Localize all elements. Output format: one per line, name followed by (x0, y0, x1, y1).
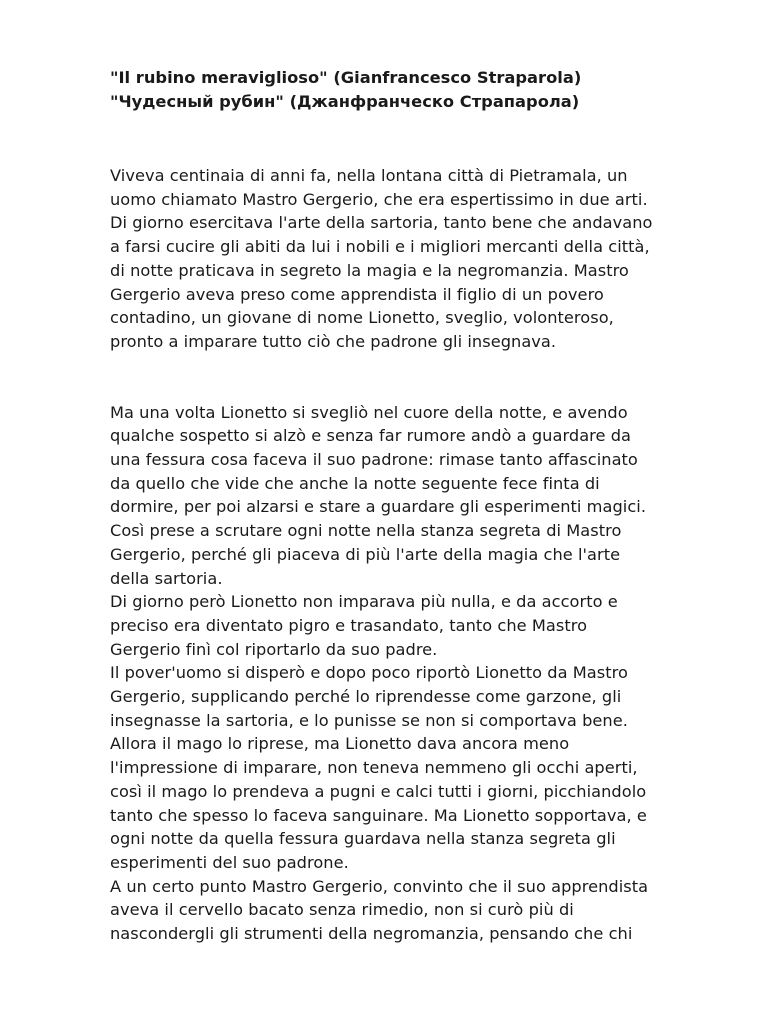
text-line: della sartoria. (110, 568, 223, 588)
text-line: da quello che vide che anche la notte seguente fece finta di (110, 473, 600, 493)
text-line: esperimenti del suo padrone. (110, 852, 349, 872)
text-line: tanto che spesso lo faceva sanguinare. Ma Lionetto sopportava, e (110, 805, 647, 825)
title-russian: "Чудесный рубин" (Джанфранческо Страпарола) (110, 92, 580, 111)
text-line: Allora il mago lo riprese, ma Lionetto dava ancora meno (110, 734, 570, 754)
document-page (110, 66, 720, 946)
text-line: una fessura cosa faceva il suo padrone: rimase tanto affascinato (110, 450, 638, 470)
text-line: nascondergli gli strumenti della negromanzia, pensando che chi (110, 924, 633, 944)
text-line: aveva il cervello bacato senza rimedio, non si curò più di (110, 900, 574, 920)
title-italian: "Il rubino meraviglioso" (Gianfrancesco Straparola) (110, 68, 582, 87)
text-line: Gergerio, perché gli piaceva di più l'arte della magia che l'arte (110, 544, 621, 564)
text-line: contadino, un giovane di nome Lionetto, sveglio, volonteroso, (110, 308, 614, 328)
text-line: qualche sospetto si alzò e senza far rumore andò a guardare da (110, 426, 632, 446)
text-line: Gergerio finì col riportarlo da suo padre. (110, 639, 438, 659)
text-line: dormire, per poi alzarsi e stare a guardare gli esperimenti magici. (110, 497, 647, 517)
text-line: Il pover'uomo si disperò e dopo poco riportò Lionetto da Mastro (110, 663, 628, 683)
text-line: Gergerio, supplicando perché lo riprendesse come garzone, gli (110, 687, 622, 707)
text-line: a farsi cucire gli abiti da lui i nobili e i migliori mercanti della città, (110, 237, 650, 257)
text-line: Viveva centinaia di anni fa, nella lontana città di Pietramala, un (110, 166, 628, 185)
text-line: pronto a imparare tutto ciò che padrone gli insegnava. (110, 331, 557, 351)
text-line: ogni notte da quella fessura guardava nella stanza segreta gli (110, 829, 616, 849)
text-line: di notte praticava in segreto la magia e la negromanzia. Mastro (110, 260, 629, 280)
text-line: Ma una volta Lionetto si svegliò nel cuore della notte, e avendo (110, 402, 628, 422)
text-line: insegnasse la sartoria, e lo punisse se non si comportava bene. (110, 710, 628, 730)
text-line: preciso era diventato pigro e trasandato, tanto che Mastro (110, 615, 588, 635)
text-line: Così prese a scrutare ogni notte nella stanza segreta di Mastro (110, 521, 622, 541)
text-line: Di giorno esercitava l'arte della sartoria, tanto bene che andavano (110, 213, 653, 233)
text-line: Di giorno però Lionetto non imparava più nulla, e da accorto e (110, 592, 618, 612)
text-line: uomo chiamato Mastro Gergerio, che era espertissimo in due arti. (110, 189, 648, 209)
text-line: l'impressione di imparare, non teneva nemmeno gli occhi aperti, (110, 758, 638, 778)
text-line: Gergerio aveva preso come apprendista il figlio di un povero (110, 284, 604, 304)
paragraph-2 (110, 401, 720, 946)
paragraph-1 (110, 164, 720, 354)
text-line: A un certo punto Mastro Gergerio, convinto che il suo apprendista (110, 876, 649, 896)
text-line: così il mago lo prendeva a pugni e calci tutti i giorni, picchiandolo (110, 781, 647, 801)
